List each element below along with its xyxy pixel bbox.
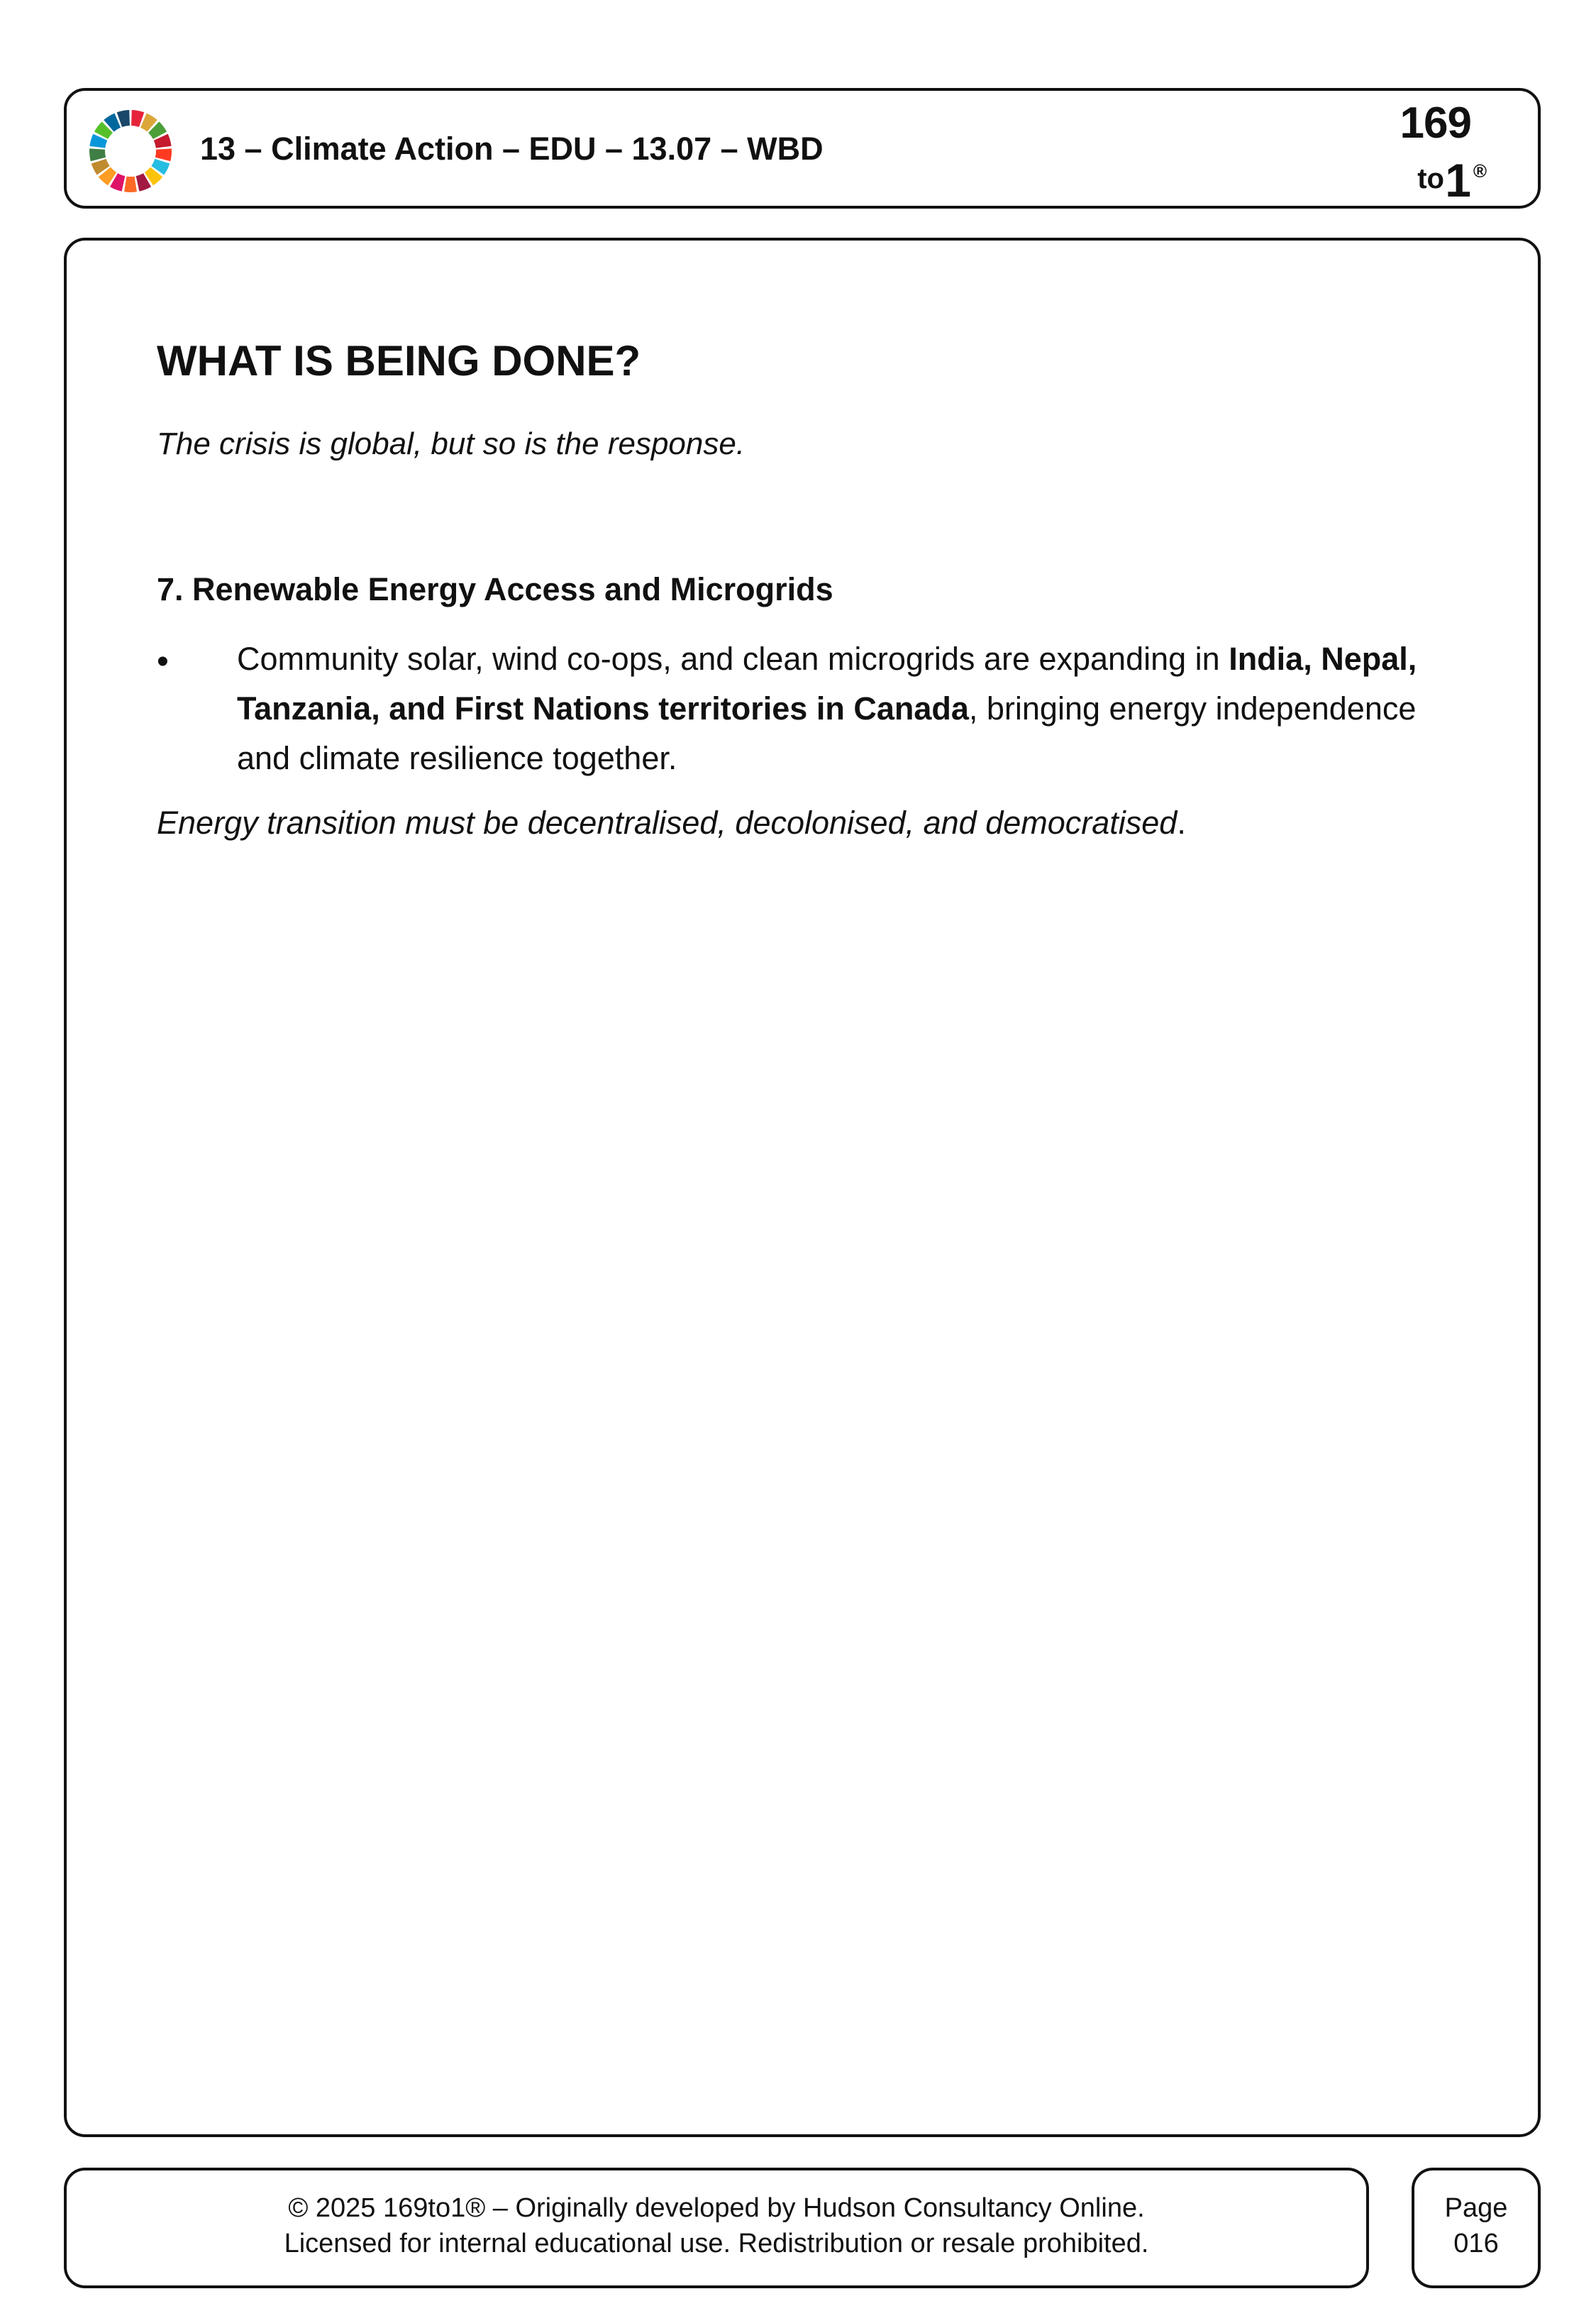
- sdg-wheel-segment: [89, 148, 106, 161]
- footer-line-2: Licensed for internal educational use. Redistribution or resale prohibited.: [284, 2229, 1149, 2258]
- section-title: 7. Renewable Energy Access and Microgrids: [157, 571, 833, 607]
- brand-to: to: [1417, 163, 1444, 194]
- sdg-wheel-logo: [88, 109, 173, 194]
- closing-italic: Energy transition must be decentralised, decolonised, and democratised: [157, 805, 1177, 841]
- bullet-marker: •: [157, 643, 169, 680]
- document-title: 13 – Climate Action – EDU – 13.07 – WBD: [200, 131, 824, 167]
- page-number: 016: [1453, 2229, 1499, 2258]
- footer-copyright: [64, 2168, 1369, 2288]
- content-panel: [64, 238, 1541, 2137]
- brand-logo: [1382, 95, 1495, 206]
- page-indicator: [1414, 2190, 1538, 2261]
- page-subtitle: The crisis is global, but so is the response.: [157, 426, 746, 461]
- header-bar: [64, 88, 1541, 209]
- page-number-box: [1412, 2168, 1541, 2288]
- footer-text: [67, 2190, 1366, 2261]
- closing-statement: [157, 805, 1186, 842]
- closing-period: .: [1177, 805, 1186, 841]
- page-heading: WHAT IS BEING DONE?: [157, 337, 641, 385]
- brand-number: 169: [1400, 99, 1471, 148]
- brand-registered-mark: ®: [1473, 160, 1487, 182]
- bullet-text-start: Community solar, wind co-ops, and clean microgrids are expanding in: [237, 641, 1229, 677]
- sdg-wheel-segment: [155, 148, 172, 161]
- bullet-bold-regions: India, Nepal, Tanzania, and First Nations territories in Canada: [237, 641, 1417, 727]
- brand-one: 1: [1445, 154, 1471, 206]
- page-label: Page: [1444, 2193, 1508, 2223]
- footer-line-1: © 2025 169to1® – Originally developed by Hudson Consultancy Online.: [288, 2193, 1145, 2223]
- bullet-item: [237, 634, 1471, 783]
- sdg-wheel-segment: [124, 177, 137, 192]
- bullet-text-end: , bringing energy independence and climate resilience together.: [237, 690, 1417, 776]
